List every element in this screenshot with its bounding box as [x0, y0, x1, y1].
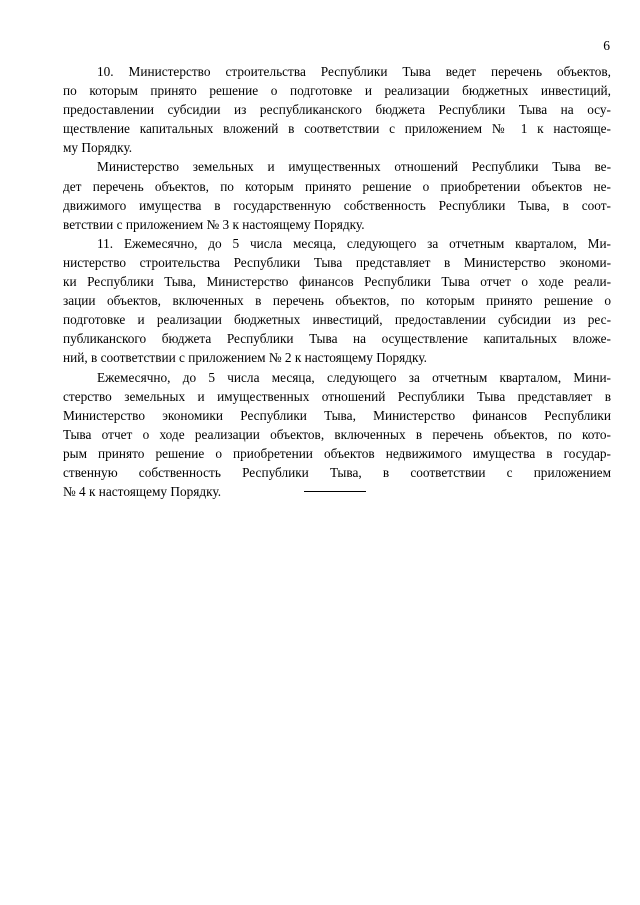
text-line: 10. Министерство строительства Республики Тыва ведет перечень объектов, [97, 64, 611, 79]
paragraph-11-second [63, 368, 611, 502]
text-line: по которым принято решение о подготовке и реализации бюджетных инвестиций, [63, 83, 611, 99]
text-line: предоставлении субсидии из республиканского бюджета Республики Тыва на осу- [63, 102, 611, 118]
text-line: Министерство земельных и имущественных отношений Республики Тыва ве- [97, 159, 611, 175]
text-line: ки Республики Тыва, Министерство финансов Республики Тыва отчет о ходе реали- [63, 274, 611, 290]
text-line: стерство земельных и имущественных отношений Республики Тыва представляет в [63, 388, 611, 404]
text-line: му Порядку. [63, 140, 133, 156]
text-line: зации объектов, включенных в перечень объектов, по которым принято решение о [63, 293, 611, 309]
text-line: ственную собственность Республики Тыва, в соответствии с приложением [63, 464, 611, 480]
paragraph-10 [63, 62, 611, 157]
text-line: 11. Ежемесячно, до 5 числа месяца, следующего за отчетным кварталом, Ми- [97, 235, 611, 251]
text-line: Тыва отчет о ходе реализации объектов, включенных в перечень объектов, по кото- [63, 426, 611, 442]
text-line: нистерство строительства Республики Тыва представляет в Министерство экономи- [63, 254, 611, 270]
text-line: ний, в соответствии с приложением № 2 к настоящему Порядку. [63, 350, 427, 366]
text-line: Ежемесячно, до 5 числа месяца, следующего за отчетным кварталом, Мини- [97, 369, 611, 385]
text-line: № 4 к настоящему Порядку. [63, 484, 222, 500]
page-number: 6 [603, 38, 610, 53]
end-divider [304, 491, 366, 492]
document-body [63, 62, 611, 501]
text-line: подготовке и реализации бюджетных инвестиций, предоставлении субсидии из рес- [63, 312, 611, 328]
text-line: Министерство экономики Республики Тыва, Министерство финансов Республики [63, 407, 611, 423]
text-line: рым принято решение о приобретении объектов недвижимого имущества в государ- [63, 445, 611, 461]
text-line: ществление капитальных вложений в соответствии с приложением № 1 к настояще- [63, 121, 611, 137]
paragraph-10-second [63, 157, 611, 233]
text-line: движимого имущества в государственную собственность Республики Тыва, в соот- [63, 197, 611, 213]
text-line: дет перечень объектов, по которым принято решение о приобретении объектов не- [63, 178, 611, 194]
paragraph-11 [63, 234, 611, 368]
text-line: ветствии с приложением № 3 к настоящему Порядку. [63, 216, 365, 232]
text-line: публиканского бюджета Республики Тыва на осуществление капитальных вложе- [63, 331, 611, 347]
